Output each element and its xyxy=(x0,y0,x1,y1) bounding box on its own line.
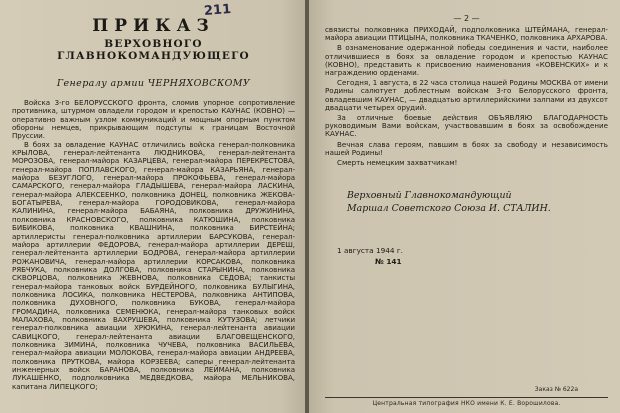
paragraph: В ознаменование одержанной победы соединения и части, наиболее отличившиеся в боях за овладение городом и крепостью КАУНАС (КОВНО), представить к присвоению наименования «КОВЕНСКИХ» и к награждению орденами. xyxy=(325,43,608,78)
paragraph: Войска 3-го БЕЛОРУССКОГО фронта, сломив упорное сопротивление противника, штурмом овладели городом и крепостью КАУНАС (КОВНО) — оперативно важным узлом коммуникаций и мощным опорным пунктом обороны немцев, прикрывающим подступы к границам Восточной Пруссии. xyxy=(12,98,295,141)
left-body xyxy=(12,99,295,391)
print-footer xyxy=(325,386,608,407)
paragraph: Смерть немецким захватчикам! xyxy=(337,158,458,168)
printer-name: Центральная типография НКО имени К. Е. Ворошилова. xyxy=(372,400,561,407)
paragraph: Вечная слава героям, павшим в боях за свободу и независимость нашей Родины! xyxy=(325,139,608,157)
page-number: — 2 — xyxy=(453,14,480,23)
addressee: Генералу армии ЧЕРНЯХОВСКОМУ xyxy=(56,78,251,89)
order-title: ПРИКАЗ xyxy=(92,16,215,36)
order-number: № 141 xyxy=(375,257,402,267)
paragraph: В боях за овладение КАУНАС отличились войска генерал-полковника КРЫЛОВА, генерал-лейтенанта ЛЮДНИКОВА, генерал-лейтенанта МОРОЗОВА, генерал-майора КАЗАРЦЕВА, генерал-майора ПЕРЕКРЕСТОВА, генерал-майора ПОПЛАВСКОГО, генерал-майора КАЗАРЬЯНА, генерал-майора БЕЗУГЛОГО, генерал-майора ПРОКОФЬЕВА, генерал-майора САМАРСКОГО, генерал-майора ГЛАДЫШЕВА, генерал-майора ЛАСКИНА, генерал-майора АЛЕКСЕЕНКО, полковника ДОНЕЦ, полковника ЖЕКОВА-БОГАТЫРЕВА, генерал-майора ГОРОДОВИКОВА, генерал-майора КАЛИНИНА, генерал-майора БАБАЯНА, полковника ДРУЖИНИНА, полковника КРАСНОВСКОГО, полковника КАТЮШИНА, полковника БИБИКОВА, полковника КВАШНИНА, полковника БИРСТЕЙНА; артиллеристы генерал-полковника артиллерии БАРСУКОВА, генерал-майора артиллерии ФЕДОРОВА, генерал-майора артиллерии ДЕРЕШ, генерал-лейтенанта артиллерии БОДРОВА, генерал-майора артиллерии РОЖАНОВИЧА, генерал-майора артиллерии КОРСАКОВА, полковника РЯБЧУКА, полковника ДОЛГОВА, полковника СТАРЫНИНА, полковника СКВОРЦОВА, полковника ЖЕВНОВА, полковника СЕДОВА; танкисты генерал-майора танковых войск БУРДЕЙНОГО, полковника БУЛЫГИНА, полковника ЛОСИКА, полковника НЕСТЕРОВА, полковника АНТИПОВА, полковника ДУХОВНОГО, полковника БУКОВА, генерал-майора ГРОМАДИНА, полковника СЕМЕНЮКА, генерал-майора танковых войск МАЛАХОВА, полковника ВАХРУШЕВА, полковника КУТУЗОВА; летчики генерал-полковника авиации ХРЮКИНА, генерал-лейтенанта авиации САВИЦКОГО, генерал-лейтенанта авиации БЛАГОВЕЩЕНСКОГО, полковника ЗИМИНА, полковника ЧУЧЕВА, полковника ВАСИЛЬЕВА, генерал-майора авиации МОЛОКОВА, генерал-майора авиации АНДРЕЕВА, полковника ПРУТКОВА, майора КОРЗЕЕВА; саперы генерал-лейтенанта инженерных войск БАРАНОВА, полковника ЛЕЙМАНА, полковника ЛУКАШЕНКО, подполковника МЕДВЕДКОВА, майора МЕЛЬНИКОВА, капитана ЛИПЕЦКОГО; xyxy=(12,139,295,391)
right-page xyxy=(309,0,620,413)
left-page xyxy=(0,0,305,413)
signature-name: Маршал Советского Союза И. СТАЛИН. xyxy=(347,203,551,215)
right-body xyxy=(325,26,608,167)
footer-divider xyxy=(325,397,608,398)
order-meta xyxy=(325,245,608,267)
paragraph: Сегодня, 1 августа, в 22 часа столица нашей Родины МОСКВА от имени Родины салютует доблестным войскам 3-го Белорусского фронта, овладевшим КАУНАС, — двадцатью артиллерийскими залпами из двухсот двадцати четырех орудий. xyxy=(325,78,608,112)
paragraph: За отличные боевые действия ОБЪЯВЛЯЮ БЛАГОДАРНОСТЬ руководимым Вами войскам, участвовавшим в боях за освобождение КАУНАС. xyxy=(325,113,608,139)
signature-block xyxy=(325,189,608,215)
order-date: 1 августа 1944 г. xyxy=(337,246,403,256)
paragraph: связисты полковника ПРИХОДАЙ, подполковника ШТЕЙМАНА, генерал-майора авиации ПТИЦЫНА, полковника ТКАЧЕНКО, полковника АРХАРОВА. xyxy=(325,25,608,43)
print-order-number: Заказ № 622а xyxy=(534,386,578,393)
signature-title: Верховный Главнокомандующий xyxy=(347,190,512,202)
order-subtitle: ВЕРХОВНОГО ГЛАВНОКОМАНДУЮЩЕГО xyxy=(57,38,250,62)
archive-number: 211 xyxy=(203,2,232,19)
